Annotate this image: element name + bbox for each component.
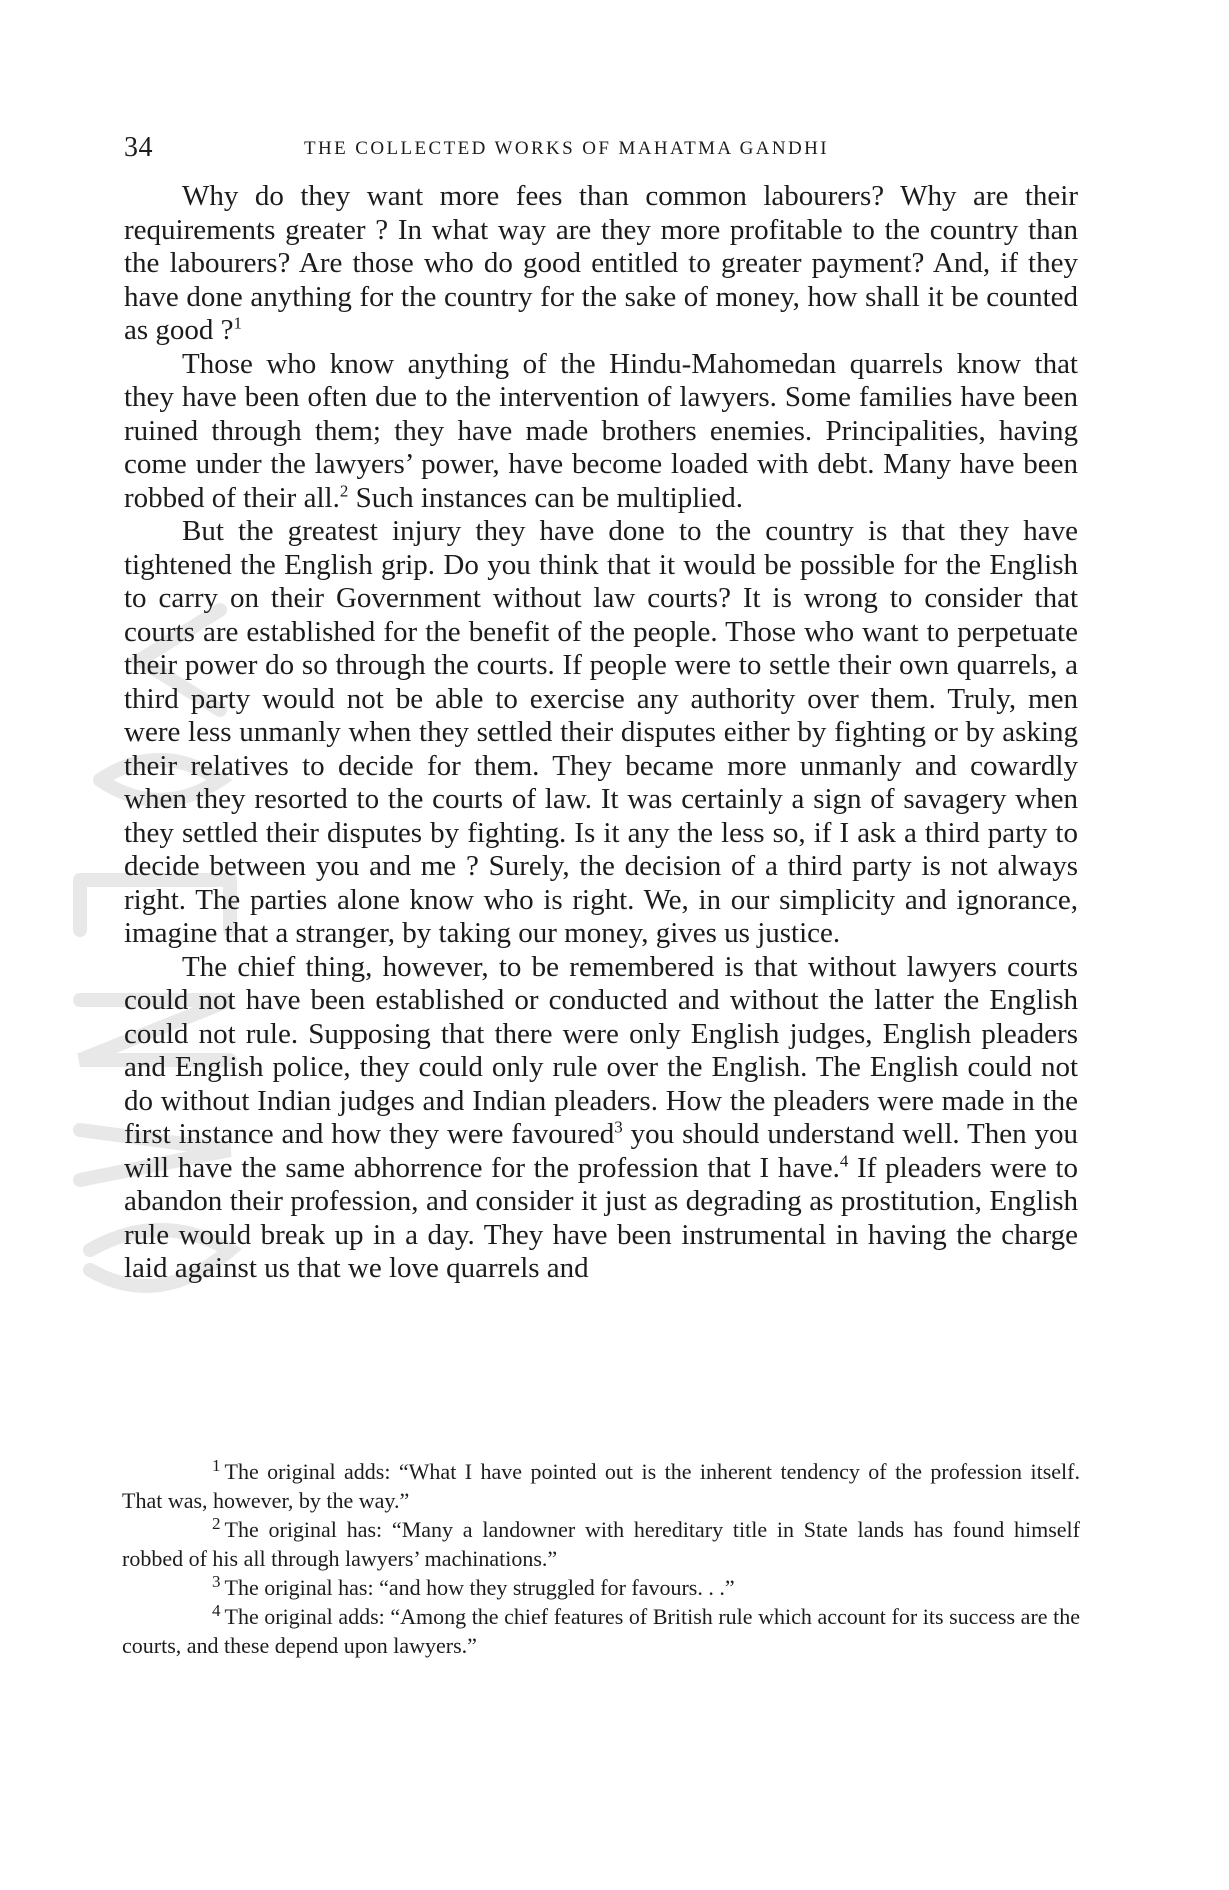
paragraph-text: If pleaders were to abandon their profession, and consider it just as degrading as prostitution, English rule would break up in a day. They have been instrumental in having the charge laid against us that we love quarrels and (124, 1151, 1078, 1284)
paragraph (124, 180, 1078, 348)
paragraph (124, 515, 1078, 951)
footnote (122, 1457, 1080, 1515)
footnote-number: 3 (212, 1571, 221, 1591)
footnote (122, 1602, 1080, 1660)
page-number: 34 (124, 132, 153, 163)
paragraph-text: Why do they want more fees than common labourers? Why are their requirements greater ? In what way are they more profitable to the country than the labourers? Are those who do good entitled to greater payment? And, if they have done anything for the country for the sake of money, how shall it be counted as good ? (124, 180, 1078, 346)
footnote-text: The original adds: “What I have pointed out is the inherent tendency of the profession itself. That was, however, by the way.” (122, 1459, 1080, 1513)
footnote (122, 1573, 1080, 1602)
footnote-text: The original has: “and how they struggled for favours. . .” (224, 1575, 735, 1600)
footnote-number: 1 (212, 1455, 221, 1475)
footnote-reference: 1 (233, 313, 243, 333)
paragraph (124, 951, 1078, 1286)
footnote-text: The original has: “Many a landowner with hereditary title in State lands has found himself robbed of his all through lawyers’ machinations.” (122, 1517, 1080, 1571)
body-text (124, 180, 1078, 1286)
paragraph-text: But the greatest injury they have done to the country is that they have tightened the English grip. Do you think that it would be possible for the English to carry on their Government without law courts? It is wrong to consider that courts are established for the benefit of the people. Those who want to perpetuate their power do so through the courts. If people were to settle their own quarrels, a third party would not be able to exercise any authority over them. Truly, men were less unmanly when they settled their disputes either by fighting or by asking their relatives to decide for them. They became more unmanly and cowardly when they resorted to the courts of law. It was certainly a sign of savagery when they settled their disputes by fighting. Is it any the less so, if I ask a third party to decide between you and me ? Surely, the decision of a third party is not always right. The parties alone know who is right. We, in our simplicity and ignorance, imagine that a stranger, by taking our money, gives us justice. (124, 515, 1078, 949)
paragraph-text: you should understand well. Then you will have the same abhorrence for the profession that I have. (124, 1118, 1079, 1184)
footnotes (122, 1457, 1080, 1660)
running-title: THE COLLECTED WORKS OF MAHATMA GANDHI (304, 138, 829, 159)
paragraph (124, 348, 1078, 516)
page-header (124, 132, 1078, 172)
paragraph-text: Those who know anything of the Hindu-Mahomedan quarrels know that they have been often due to the intervention of lawyers. Some families have been ruined through them; they have made brothers enemies. Principalities, having come under the lawyers’ power, have become loaded with debt. Many have been robbed of their all. (124, 347, 1078, 514)
paragraph-text: Such instances can be multiplied. (348, 481, 743, 514)
footnote-text: The original adds: “Among the chief features of British rule which account for its success are the courts, and these depend upon lawyers.” (122, 1604, 1080, 1658)
footnote (122, 1515, 1080, 1573)
paragraph-text: The chief thing, however, to be remembered is that without lawyers courts could not have been established or conducted and without the latter the English could not rule. Supposing that there were only English judges, English pleaders and English police, they could only rule over the English. The English could not do without Indian judges and Indian pleaders. How the pleaders were made in the first instance and how they were favoured (124, 950, 1078, 1150)
footnote-reference: 2 (339, 480, 349, 500)
footnote-number: 2 (212, 1513, 221, 1533)
footnote-reference: 3 (614, 1117, 623, 1137)
footnote-reference: 4 (839, 1150, 849, 1170)
footnote-number: 4 (212, 1600, 221, 1620)
